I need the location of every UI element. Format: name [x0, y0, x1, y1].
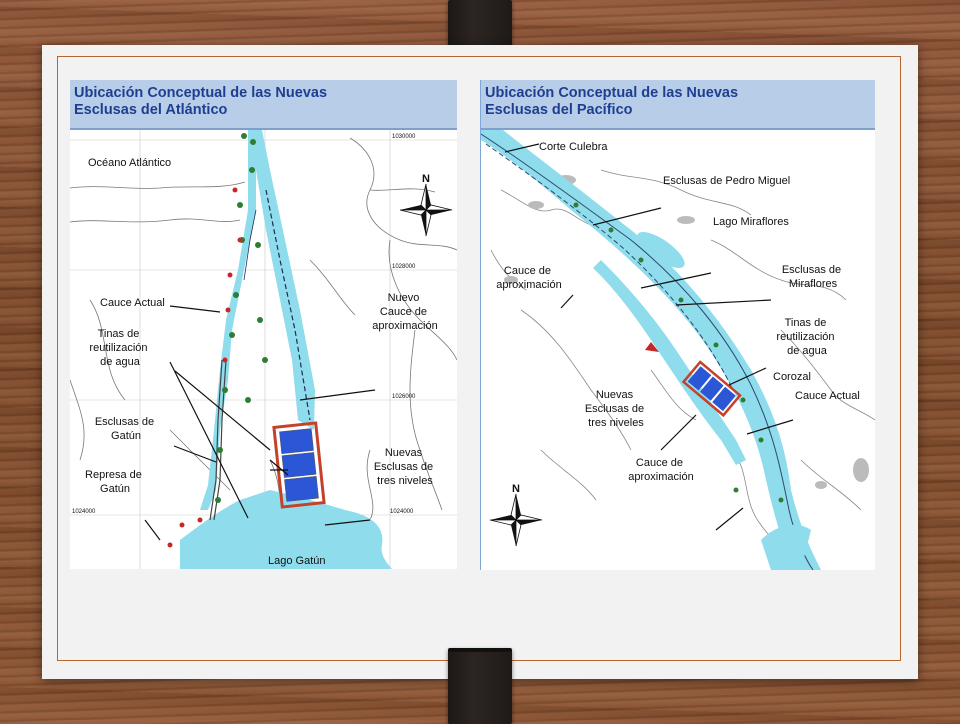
- pacific-map-panel: [480, 80, 875, 570]
- label-lago-miraflores: Lago Miraflores: [713, 216, 789, 228]
- label-cauce-actual: Cauce Actual: [795, 390, 860, 402]
- pacific-compass-rose: [490, 483, 542, 546]
- label-tinas-reutilizacion: Tinas de reutilización de agua: [776, 317, 835, 357]
- label-nuevo-cauce: Nuevo Cauce de aproximación: [372, 292, 438, 332]
- atlantic-title-line2: Esclusas del Atlántico: [74, 102, 228, 118]
- pacific-panel-header: [481, 80, 875, 130]
- label-lago-gatun: Lago Gatún: [268, 555, 326, 567]
- label-esclusas-pedro-miguel: Esclusas de Pedro Miguel: [663, 175, 791, 187]
- grid-value: 1024000: [72, 509, 96, 515]
- atlantic-grid-values: [72, 134, 416, 515]
- label-esclusas-gatun: Esclusas de Gatún: [94, 416, 155, 442]
- atlantic-panel-header: [70, 80, 457, 130]
- atlantic-map-panel: [70, 80, 457, 569]
- label-corozal: Corozal: [773, 371, 811, 383]
- label-nuevas-esclusas: Nuevas Esclusas de tres niveles: [373, 447, 434, 487]
- label-esclusas-miraflores: Esclusas de Miraflores: [781, 264, 842, 290]
- label-corte-culebra: Corte Culebra: [539, 141, 608, 153]
- atlantic-map: [70, 130, 457, 569]
- binder-strap-bottom: [448, 648, 512, 724]
- label-nuevas-esclusas: Nuevas Esclusas de tres niveles: [584, 389, 645, 429]
- north-label: N: [512, 483, 520, 495]
- label-ocean: Océano Atlántico: [88, 157, 172, 169]
- pacific-map: [481, 130, 875, 570]
- pacific-title-line2: Esclusas del Pacífico: [485, 102, 633, 118]
- pacific-title-line1: Ubicación Conceptual de las Nuevas: [485, 85, 739, 101]
- grid-value: 1030000: [392, 134, 416, 140]
- atlantic-title-line1: Ubicación Conceptual de las Nuevas: [74, 85, 328, 101]
- label-cauce-aproximacion-bottom: Cauce de aproximación: [628, 457, 694, 483]
- atlantic-compass-rose: [400, 173, 452, 236]
- label-tinas-reutilizacion: Tinas de reutilización de agua: [89, 328, 148, 368]
- grid-value: 1024000: [390, 509, 414, 515]
- atlantic-new-locks: [274, 423, 324, 507]
- label-represa-gatun: Represa de Gatún: [85, 469, 142, 495]
- atlantic-red-markers: [168, 188, 243, 548]
- north-label: N: [422, 173, 430, 185]
- grid-value: 1026000: [392, 394, 416, 400]
- label-cauce-aproximacion-top: Cauce de aproximación: [496, 265, 562, 291]
- label-cauce-actual: Cauce Actual: [100, 297, 165, 309]
- grid-value: 1028000: [392, 264, 416, 270]
- pacific-channel-line: [481, 134, 813, 570]
